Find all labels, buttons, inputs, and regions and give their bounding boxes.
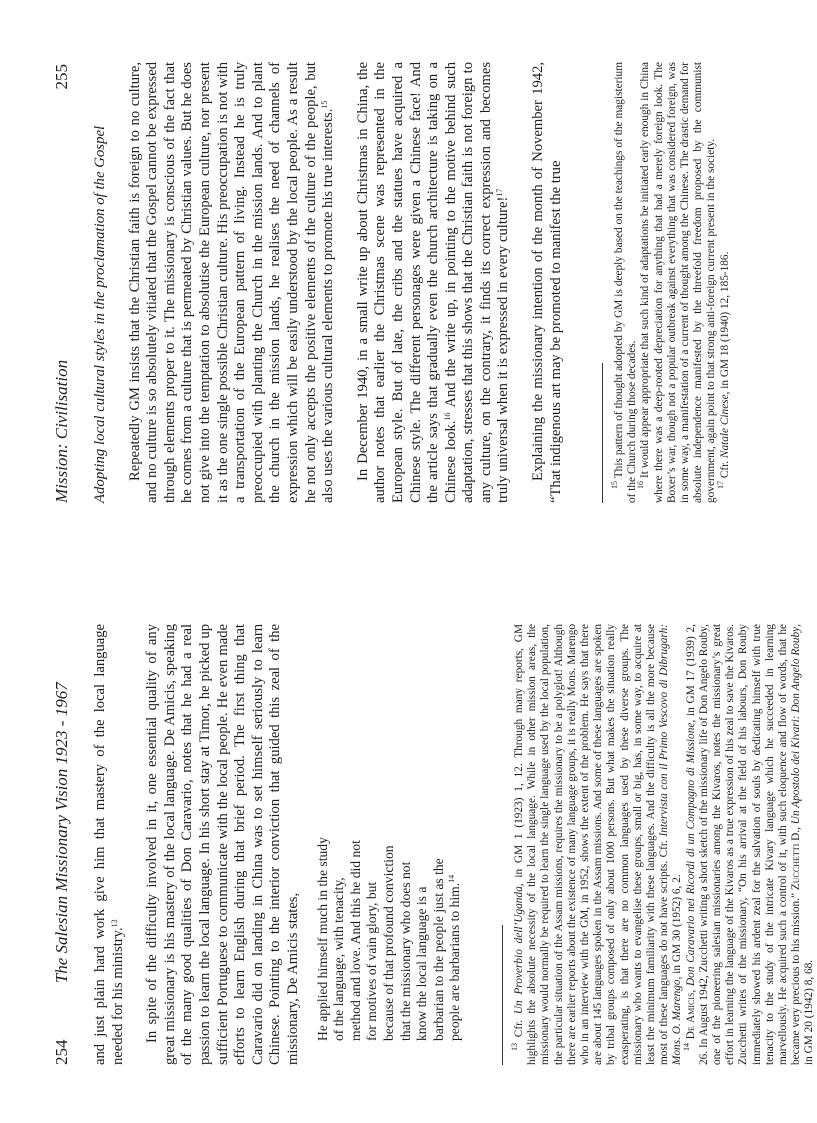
footnote-rule [602,363,603,503]
paragraph: In December 1940, in a small write up about Christmas in China, the author notes that earlier the Christmas scene was represented in the European style. But of late, the cribs and the statues have acquired a Chinese style. The different personages were given a Chinese face! And the article says that gradually even the church architecture is taking on a Chinese look.$^{16}$ And the write up, in pointing to the motive behind such adaptation, stresses that this shows that the Christian faith is not foreign to any culture, on the contrary, it finds its correct expression and becomes truly universal when it is expressed in every culture!$^{17}$ [354,62,512,503]
footnote-ref[interactable]: 14 [447,874,457,883]
running-title: Mission: Civilisation [52,359,71,503]
page-number: 254 [52,1039,71,1065]
footnote-ref[interactable]: 15 [320,100,330,109]
footnote-rule [502,925,503,1065]
page-number: 255 [52,64,71,90]
right-footnotes [592,62,732,503]
left-footnotes [492,624,817,1065]
paragraph: and just plain hard work give him that mastery of the local language needed for his ministry.$^{13}$ [92,624,126,1065]
right-running-head [52,64,74,503]
footnote-ref[interactable]: 17 [495,188,505,197]
footnote-ref[interactable]: 13 [109,919,119,928]
section-heading: Adopting local cultural styles in the proclamation of the Gospel [92,125,108,503]
footnote-15: $^{15}$ This pattern of thought adopted by GM is deeply based on the teachings of the magisterium of the Church during those decades. [610,62,639,503]
footnote-14: $^{14}$ De Amicis, Don Caravario nei Ricordi di un Compagno di Missione, in GM 17 (1939) 2, 26. In August 1942, Zucchetti writing a short sketch of the missionary life of Don Angelo Rouby, one of the pioneering salesian missionaries among the Kivaros, notes the missionary’s great effort in learning the language of the Kivaros as a true expression of his zeal to save the Kivaros. Zucchetti writes of the missionary, “On his arrival at the field of his labours, Don Rouby immediately showed his ardent zeal for the salvation of souls by dedicating himself with true tenacity to the study of the intricate Kivary language which he succeeded in learning marvellously. He acquired such a control of it, with such eloquence and flow of words, that he became very precious to his mission.” Zucchetti D., Un Apostolo dei Kivari: Don Angelo Rouby, in GM 20 (1942) 8, 68. [681,623,816,1065]
right-page [0,0,793,561]
footnote-17: $^{17}$ Cfr. Natale Cinese, in GM 18 (1940) 12, 185-186. [715,251,731,489]
footnote-16: $^{16}$ It would appear appropriate that such kind of adaptations be initiated early enough in China where there was a deep-rooted depreciation for anything that had a merely foreign look. The Boxer’s war, though not a popular outbreak against everything that was considered foreign, was in some way, a manifestation of a current of thought among the Chinese. The drastic demand for absolute independence manifested by the threefold freedom proposed by the communist government, again point to that strong anti-foreign current present in the society. [636,62,718,503]
left-page [0,562,816,1123]
footnote-ref[interactable]: 16 [442,412,452,421]
paragraph: Repeatedly GM insists that the Christian faith is foreign to no culture, and no culture is so absolutely vitiated that the Gospel cannot be expressed through elements proper to it. The missionary is conscious of the fact that he comes from a culture that is permeated by Christian values. But he does not give into the temptation to absolutise the European culture, nor present it as the one single possible Christian culture. His preoccupation is not with a transportation of the European pattern of living. Instead he is truly preoccupied with planting the Church in the mission lands. And to plant the church in the mission lands, he realises the need of channels of expression which will be easily understood by the local people. As a result he not only accepts the positive elements of the culture of the people, but also uses the various cultural elements to promote his true interests.$^{15}$ [126,62,337,503]
paragraph: Explaining the missionary intention of the month of November 1942, “That indigenous art may be promoted to manifest the true [530,62,564,503]
block-quote: He applied himself much in the study of the language, with tenacity, method and love. And this he did not for motives of vain glory, but because of that profound conviction that the missionary who does not know the local language is a barbarian to the people just as the people are barbarians to him.$^{14}$ [314,837,463,1041]
paragraph: In spite of the difficulty involved in it, one essential quality of any great missionary is his mastery of the local language. De Amicis, speaking of the many good qualities of Don Caravario, notes that he had a real passion to learn the local language. In his short stay at Timor, he picked up sufficient Portuguese to communicate with the local people. He even made efforts to learn English during that brief period. The first thing that Caravario did on landing in China was to set himself seriously to learn Chinese. Pointing to the interior conviction that guided this zeal of the missionary, De Amicis states, [144,624,301,1065]
right-body [92,62,565,503]
left-body [92,624,464,1065]
left-running-head [52,626,74,1065]
running-title: The Salesian Missionary Vision 1923 - 1967 [52,682,71,984]
footnote-13: $^{13}$ Cfr. Un Proverbio dell’Uganda, in GM 1 (1923) 1, 12. Through many reports, GM highlights the absolute necessity of the local language. While in other mission areas, the missionary would normally be required to learn the single language used by the local population, the particular situation of the Assam missions, requires the missionary to be a polyglot! Although there are earlier reports about the existence of many language groups, it is really Mons. Marengo who in an interview with the GM, in 1952, shows the extent of the problem. He says that there are about 145 languages spoken in the Assam missions. And some of these languages are spoken by tribal groups composed of only about 1000 persons. But what makes the situation really exasperating, is that there are no common languages used by these diverse groups. The missionary who wants to evangelise these groups, small or big, has, in some way, to acquire at least the minimum familiarity with these languages. And the difficulty is all the more because most of these languages do not have scripts. Cfr. Intervista con il Primo Vescovo di Dibrugarh: Mons. O. Marengo, in GM 30 (1952) 6, 2. [510,624,684,1065]
